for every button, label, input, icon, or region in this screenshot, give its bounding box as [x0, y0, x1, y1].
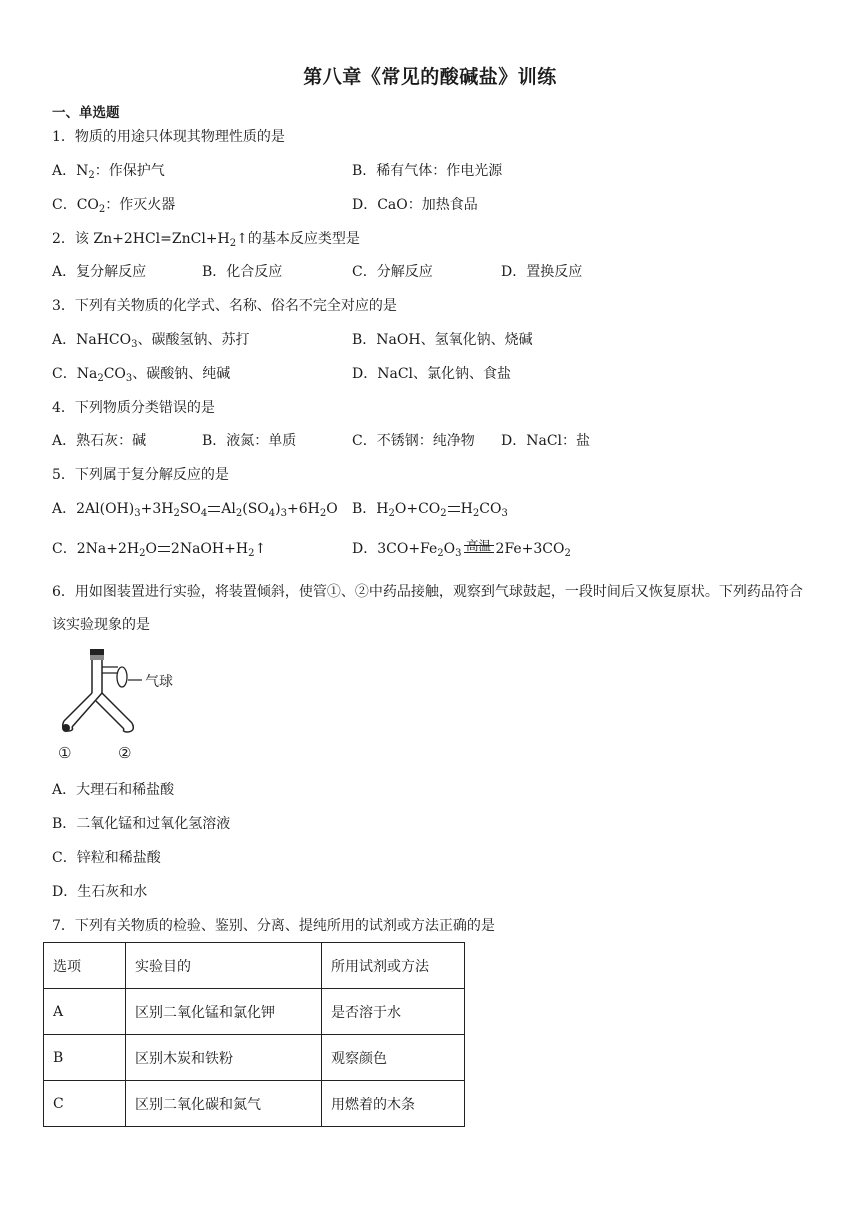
vertical-tube [92, 660, 102, 693]
q5-option-d: D．$3CO+Fe_2O_3$ 高温 $2Fe+3CO_2$ [352, 538, 571, 559]
tube-2-leg [96, 693, 132, 729]
q3-option-d: D．NaCl、氯化钠、食盐 [352, 366, 512, 382]
y-tube-apparatus-diagram [52, 645, 192, 765]
table-cell: 区别二氧化碳和氮气 [126, 1081, 322, 1127]
question-2-stem: 2．该 $Zn+2HCl=ZnCl+H_2↑$的基本反应类型是 [52, 231, 360, 249]
side-arm [102, 667, 118, 673]
table-cell: 区别木炭和铁粉 [126, 1035, 322, 1081]
q3-option-b: B．NaOH、氢氧化钠、烧碱 [352, 332, 533, 348]
tube-1-reagent [62, 724, 70, 732]
question-1-stem: 1．物质的用途只体现其物理性质的是 [52, 129, 285, 145]
equals-sign [448, 506, 460, 512]
q6-option-a: A．大理石和稀盐酸 [52, 782, 175, 798]
table-cell: C [44, 1081, 126, 1127]
q2-option-b: B．化合反应 [202, 264, 283, 280]
question-3-stem: 3．下列有关物质的化学式、名称、俗名不完全对应的是 [52, 298, 397, 314]
table-header-cell: 所用试剂或方法 [322, 943, 465, 989]
table-header-cell: 选项 [44, 943, 126, 989]
table-cell: B [44, 1035, 126, 1081]
q2-option-a: A．复分解反应 [52, 264, 147, 280]
table-cell: A [44, 989, 126, 1035]
section-heading: 一、单选题 [52, 105, 120, 121]
q2-option-d: D．置换反应 [501, 264, 583, 280]
q5-option-a: A．$2Al(OH)_3+3H_2SO_4$ $Al_2(SO_4)_3+6H_2O$ [52, 501, 338, 519]
page-title: 第八章《常见的酸碱盐》训练 [303, 66, 557, 88]
question-4-stem: 4．下列物质分类错误的是 [52, 400, 215, 416]
table-row [44, 989, 465, 1035]
q7-table [43, 942, 465, 1127]
q4-option-d: D．NaCl：盐 [501, 433, 591, 449]
question-5-stem: 5．下列属于复分解反应的是 [52, 467, 229, 483]
q1-option-d: D．CaO：加热食品 [352, 197, 478, 213]
q5-option-b: B．$H_2O+CO_2$ $H_2CO_3$ [352, 501, 508, 519]
table-row [44, 1035, 465, 1081]
q1-option-b: B．稀有气体：作电光源 [352, 163, 503, 179]
q4-option-c: C．不锈钢：纯净物 [352, 433, 475, 449]
q4-option-b: B．液氮：单质 [202, 433, 297, 449]
balloon-label: 气球 [145, 674, 173, 690]
tube-1-leg [64, 693, 102, 727]
table-cell: 区别二氧化锰和氯化钾 [126, 989, 322, 1035]
table-cell: 是否溶于水 [322, 989, 465, 1035]
question-6-stem: 6．用如图装置进行实验，将装置倾斜，使管①、②中药品接触，观察到气球鼓起，一段时间后又恢复原状。下列药品符合该实验现象的是 [52, 584, 803, 633]
balloon [117, 667, 127, 687]
q6-option-c: C．锌粒和稀盐酸 [52, 850, 161, 866]
q3-option-c: C．$Na_2CO_3$、碳酸钠、纯碱 [52, 366, 231, 384]
q1-option-c: C．$CO_2$：作灭火器 [52, 197, 176, 215]
table-header-cell: 实验目的 [126, 943, 322, 989]
q6-option-b: B．二氧化锰和过氧化氢溶液 [52, 816, 231, 832]
q5-option-c: C．$2Na+2H_2O$ $2NaOH+H_2↑$ [52, 541, 267, 559]
q4-option-a: A．熟石灰：碱 [52, 433, 147, 449]
q1-option-a: A．$N_2$：作保护气 [52, 163, 165, 181]
table-cell: 用燃着的木条 [322, 1081, 465, 1127]
table-cell: 观察颜色 [322, 1035, 465, 1081]
q3-option-a: A．NaHCO$_3$、碳酸氢钠、苏打 [52, 332, 250, 350]
equals-sign [158, 546, 170, 552]
equals-sign [208, 506, 220, 512]
tube-2-label: ② [118, 744, 132, 762]
question-7-stem: 7．下列有关物质的检验、鉴别、分离、提纯所用的试剂或方法正确的是 [52, 918, 495, 934]
q6-option-d: D．生石灰和水 [52, 884, 148, 900]
tube-1-label: ① [58, 744, 72, 762]
table-row [44, 1081, 465, 1127]
table-header-row [44, 943, 465, 989]
reaction-condition: 高温 [466, 538, 492, 553]
q2-option-c: C．分解反应 [352, 264, 433, 280]
